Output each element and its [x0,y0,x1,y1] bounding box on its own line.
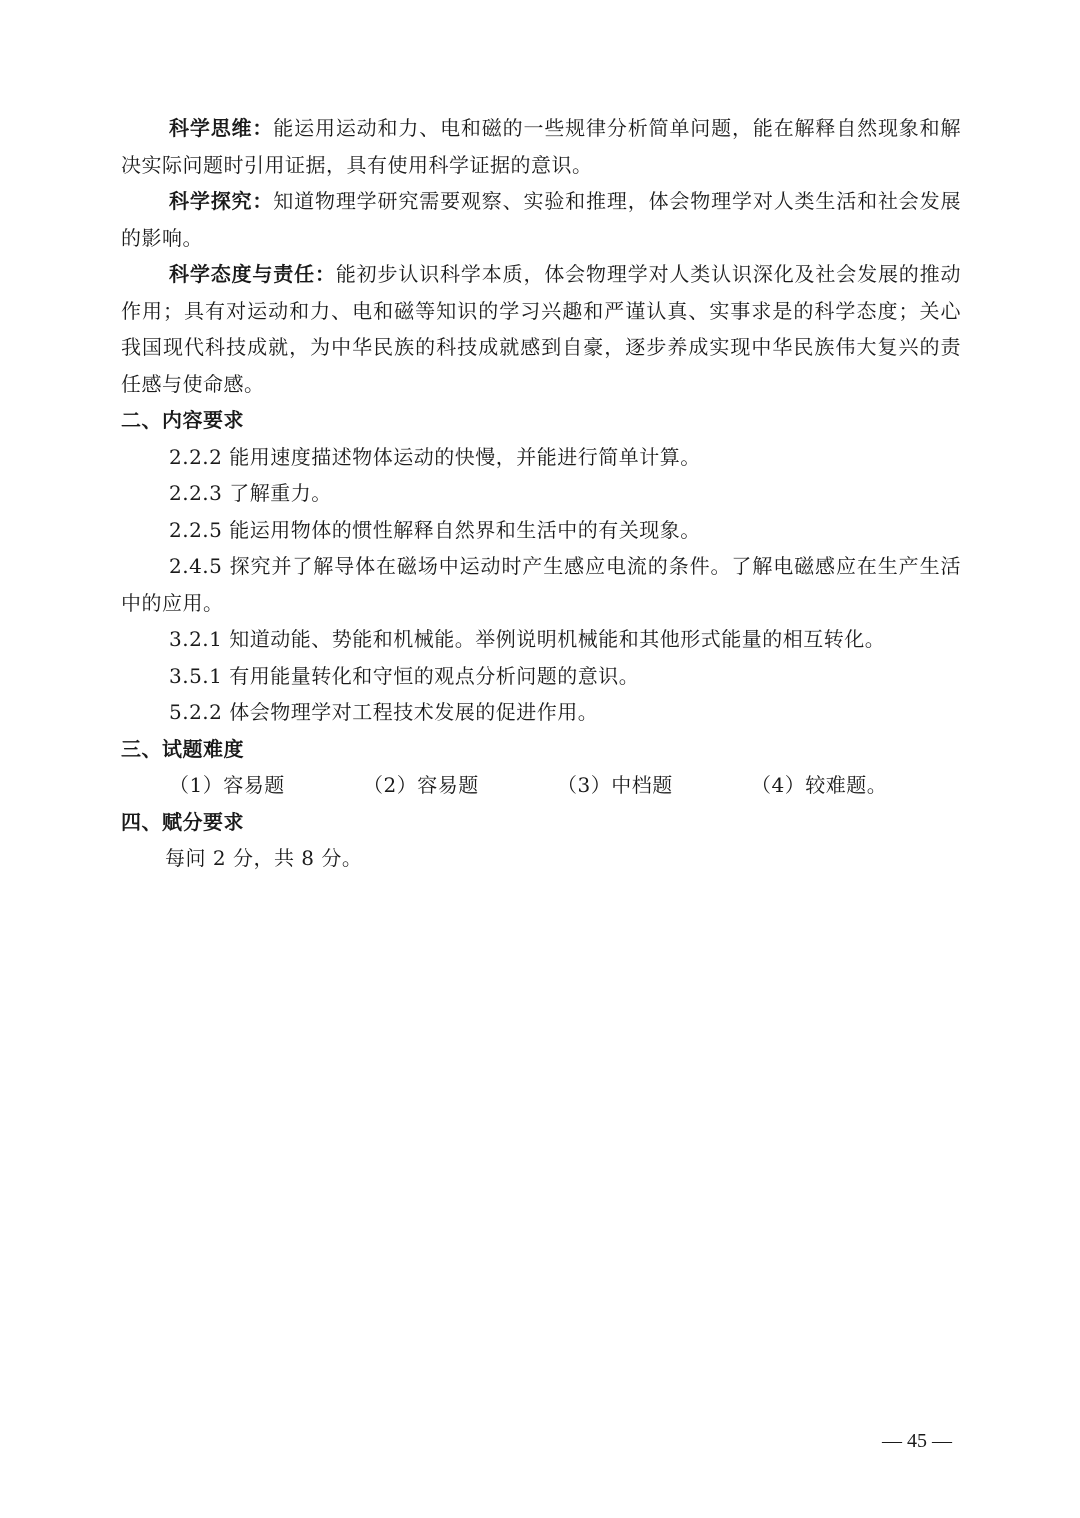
difficulty-item: （1）容易题 [169,773,285,797]
literacy-term: 科学思维： [169,116,274,140]
requirement-item: 2.4.5 探究并了解导体在磁场中运动时产生感应电流的条件。了解电磁感应在生产生活中的应用。 [121,554,961,615]
requirement-item: 3.2.1 知道动能、势能和机械能。举例说明机械能和其他形式能量的相互转化。 [169,627,886,651]
requirement-item: 2.2.3 了解重力。 [169,481,332,505]
literacy-term: 科学态度与责任： [169,262,336,286]
literacy-term: 科学探究： [169,189,274,213]
literacy-paragraph-thinking [121,110,961,183]
requirement-item: 5.2.2 体会物理学对工程技术发展的促进作用。 [169,700,599,724]
literacy-text: 能运用运动和力、电和磁的一些规律分析简单问题，能在解释自然现象和解决实际问题时引用证据，具有使用科学证据的意识。 [121,116,962,177]
document-body [121,110,961,877]
section-heading-scoring: 四、赋分要求 [121,809,244,834]
requirement-item: 3.5.1 有用能量转化和守恒的观点分析问题的意识。 [169,663,640,688]
requirement-item: 2.2.2 能用速度描述物体运动的快慢，并能进行简单计算。 [169,444,701,469]
difficulty-list [121,767,961,804]
scoring-text: 每问 2 分，共 8 分。 [165,846,363,870]
section-heading-content: 二、内容要求 [121,408,244,432]
literacy-text: 知道物理学研究需要观察、实验和推理，体会物理学对人类生活和社会发展的影响。 [121,189,962,250]
requirement-item: 2.2.5 能运用物体的惯性解释自然界和生活中的有关现象。 [169,517,701,542]
literacy-paragraph-inquiry [121,183,961,256]
literacy-paragraph-attitude [121,256,961,402]
section-heading-difficulty: 三、试题难度 [121,736,244,761]
difficulty-item: （3）中档题 [557,773,673,797]
difficulty-item: （4）较难题。 [751,773,888,797]
difficulty-item: （2）容易题 [363,773,479,797]
page-number: — 45 — [882,1430,952,1452]
literacy-text: 能初步认识科学本质，体会物理学对人类认识深化及社会发展的推动作用；具有对运动和力、电和磁等知识的学习兴趣和严谨认真、实事求是的科学态度；关心我国现代科技成就，为中华民族的科技成就感到自豪，逐步养成实现中华民族伟大复兴的责任感与使命感。 [121,262,962,396]
